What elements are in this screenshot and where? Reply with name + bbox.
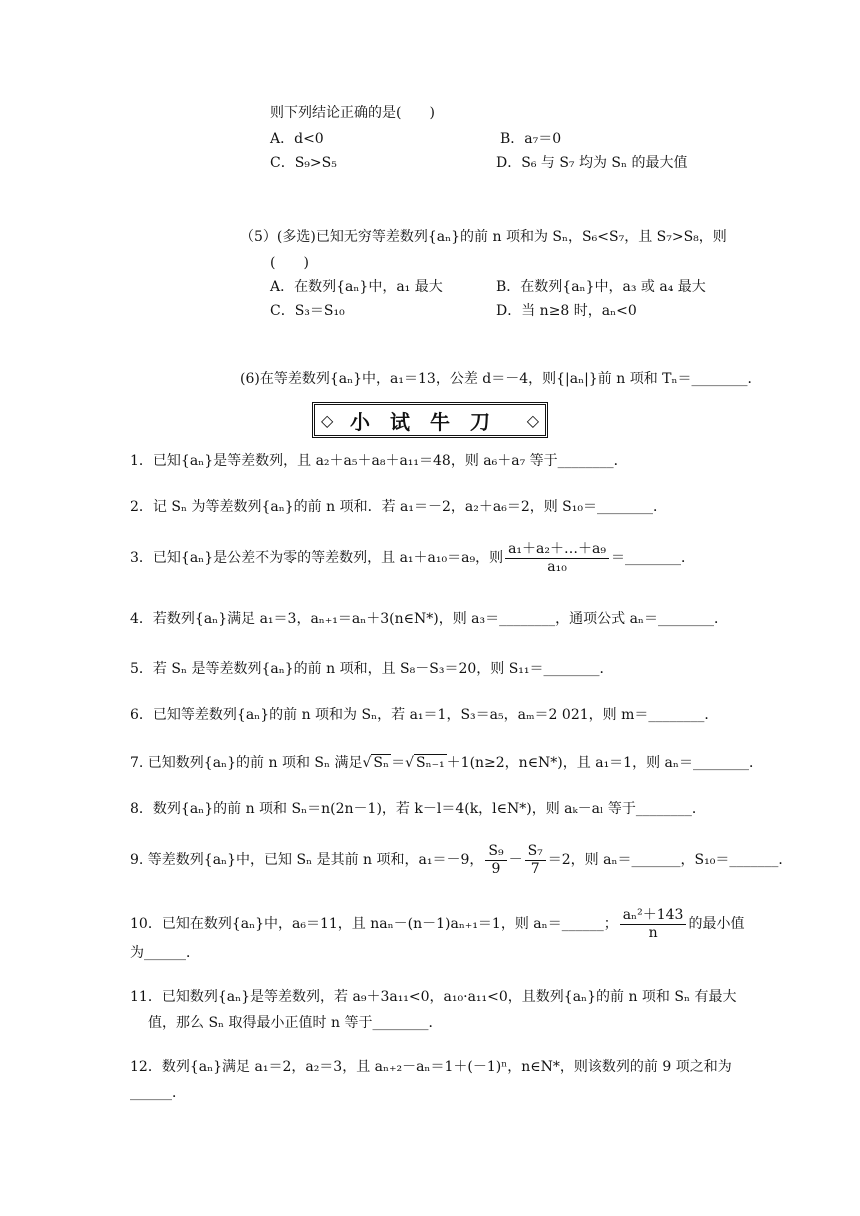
q5-option-a: A．在数列{aₙ}中，a₁ 最大 — [270, 279, 443, 295]
problem-10-tail: 的最小值 — [688, 916, 745, 932]
q5-paren: ( ) — [270, 255, 309, 271]
sqrt-sign-icon: √ — [405, 755, 414, 771]
section-banner — [312, 402, 548, 438]
problem-9-minus: － — [508, 852, 523, 868]
problem-7-text: 7. 已知数列{aₙ}的前 n 项和 Sₙ 满足 — [130, 755, 363, 771]
option-c: C．S₉>S₅ — [270, 155, 337, 171]
fraction-denominator: n — [648, 924, 658, 941]
diamond-icon: ◇ — [321, 411, 334, 430]
fraction-denominator: 7 — [530, 860, 540, 877]
fraction-numerator: S₉ — [485, 843, 506, 861]
problem-10-line-2: 为______． — [130, 945, 200, 961]
problem-10 — [130, 906, 744, 942]
problem-12: 12．数列{aₙ}满足 a₁＝2，a₂＝3，且 aₙ₊₂－aₙ＝1＋(－1)ⁿ，n∈N*，则该数列的前 9 项之和为 — [130, 1059, 732, 1075]
fraction-denominator: 9 — [491, 860, 501, 877]
problem-4: 4．若数列{aₙ}满足 a₁＝3，aₙ₊₁＝aₙ＋3(n∈N*)，则 a₃＝________，通项公式 aₙ＝________． — [130, 611, 728, 627]
problem-7-root-1: Sₙ — [373, 755, 390, 771]
question-end: 则下列结论正确的是( ) — [270, 105, 435, 121]
problem-2: 2．记 Sₙ 为等差数列{aₙ}的前 n 项和．若 a₁＝－2，a₂＋a₆＝2，则 S₁₀＝________． — [130, 499, 667, 515]
problem-12-line-2: ______． — [130, 1085, 186, 1101]
problem-10-fraction — [620, 907, 687, 942]
fraction-numerator: aₙ²＋143 — [620, 907, 687, 925]
problem-9-fraction-1 — [485, 843, 506, 878]
problem-11: 11．已知数列{aₙ}是等差数列，若 a₉＋3a₁₁<0，a₁₀·a₁₁<0，且数列{aₙ}的前 n 项和 Sₙ 有最大 — [130, 989, 737, 1005]
sqrt-sign-icon: √ — [362, 755, 372, 771]
problem-3 — [130, 540, 695, 576]
problem-7 — [130, 754, 763, 772]
q5-option-c: C．S₃＝S₁₀ — [270, 303, 345, 319]
problem-3-answer: ＝________． — [610, 550, 695, 566]
diamond-icon: ◇ — [526, 411, 539, 430]
problem-9-answer: ＝2，则 aₙ＝_______，S₁₀＝_______． — [547, 852, 793, 868]
problem-1: 1．已知{aₙ}是等差数列，且 a₂＋a₅＋a₈＋a₁₁＝48，则 a₆＋a₇ 等于________． — [130, 453, 628, 469]
problem-5: 5．若 Sₙ 是等差数列{aₙ}的前 n 项和，且 S₈－S₃＝20，则 S₁₁＝________． — [130, 661, 614, 677]
fraction-numerator: a₁＋a₂＋…＋a₉ — [505, 541, 609, 559]
problem-11-line-2: 值，那么 Sₙ 取得最小正值时 n 等于________． — [148, 1015, 443, 1031]
section-title: 小试牛刀 — [350, 409, 510, 434]
option-a: A．d<0 — [270, 131, 324, 147]
q5-option-d: D．当 n≥8 时，aₙ<0 — [496, 303, 637, 319]
problem-3-fraction — [505, 541, 609, 576]
problem-6: 6．已知等差数列{aₙ}的前 n 项和为 Sₙ，若 a₁＝1，S₃＝a₅，aₘ＝2 021，则 m＝________． — [130, 707, 719, 723]
problem-10-text: 10．已知在数列{aₙ}中，a₆＝11，且 naₙ－(n－1)aₙ₊₁＝1，则 aₙ＝______； — [130, 916, 618, 932]
problem-7-root-2: Sₙ₋₁ — [416, 755, 445, 771]
q5-stem: （5）(多选)已知无穷等差数列{aₙ}的前 n 项和为 Sₙ，S₆<S₇，且 S₇>S₈，则 — [240, 229, 727, 245]
problem-9-text: 9. 等差数列{aₙ}中，已知 Sₙ 是其前 n 项和，a₁＝－9， — [130, 852, 484, 868]
problem-9 — [130, 842, 792, 878]
option-b: B．a₇＝0 — [500, 131, 562, 147]
problem-7-answer: ＋1(n≥2，n∈N*)，且 a₁＝1，则 aₙ＝________． — [446, 755, 763, 771]
problem-7-equals: ＝ — [391, 755, 406, 771]
fraction-denominator: a₁₀ — [547, 558, 567, 575]
fraction-numerator: S₇ — [525, 843, 546, 861]
q6-text: (6)在等差数列{aₙ}中，a₁＝13，公差 d＝－4，则{|aₙ|}前 n 项和 Tₙ＝________． — [240, 371, 762, 387]
option-d: D．S₆ 与 S₇ 均为 Sₙ 的最大值 — [496, 155, 688, 171]
problem-8: 8．数列{aₙ}的前 n 项和 Sₙ＝n(2n－1)，若 k－l＝4(k，l∈N*)，则 aₖ－aₗ 等于________． — [130, 801, 706, 817]
problem-9-fraction-2 — [525, 843, 546, 878]
problem-3-text: 3．已知{aₙ}是公差不为零的等差数列，且 a₁＋a₁₀＝a₉，则 — [130, 550, 504, 566]
q5-option-b: B．在数列{aₙ}中，a₃ 或 a₄ 最大 — [496, 279, 706, 295]
